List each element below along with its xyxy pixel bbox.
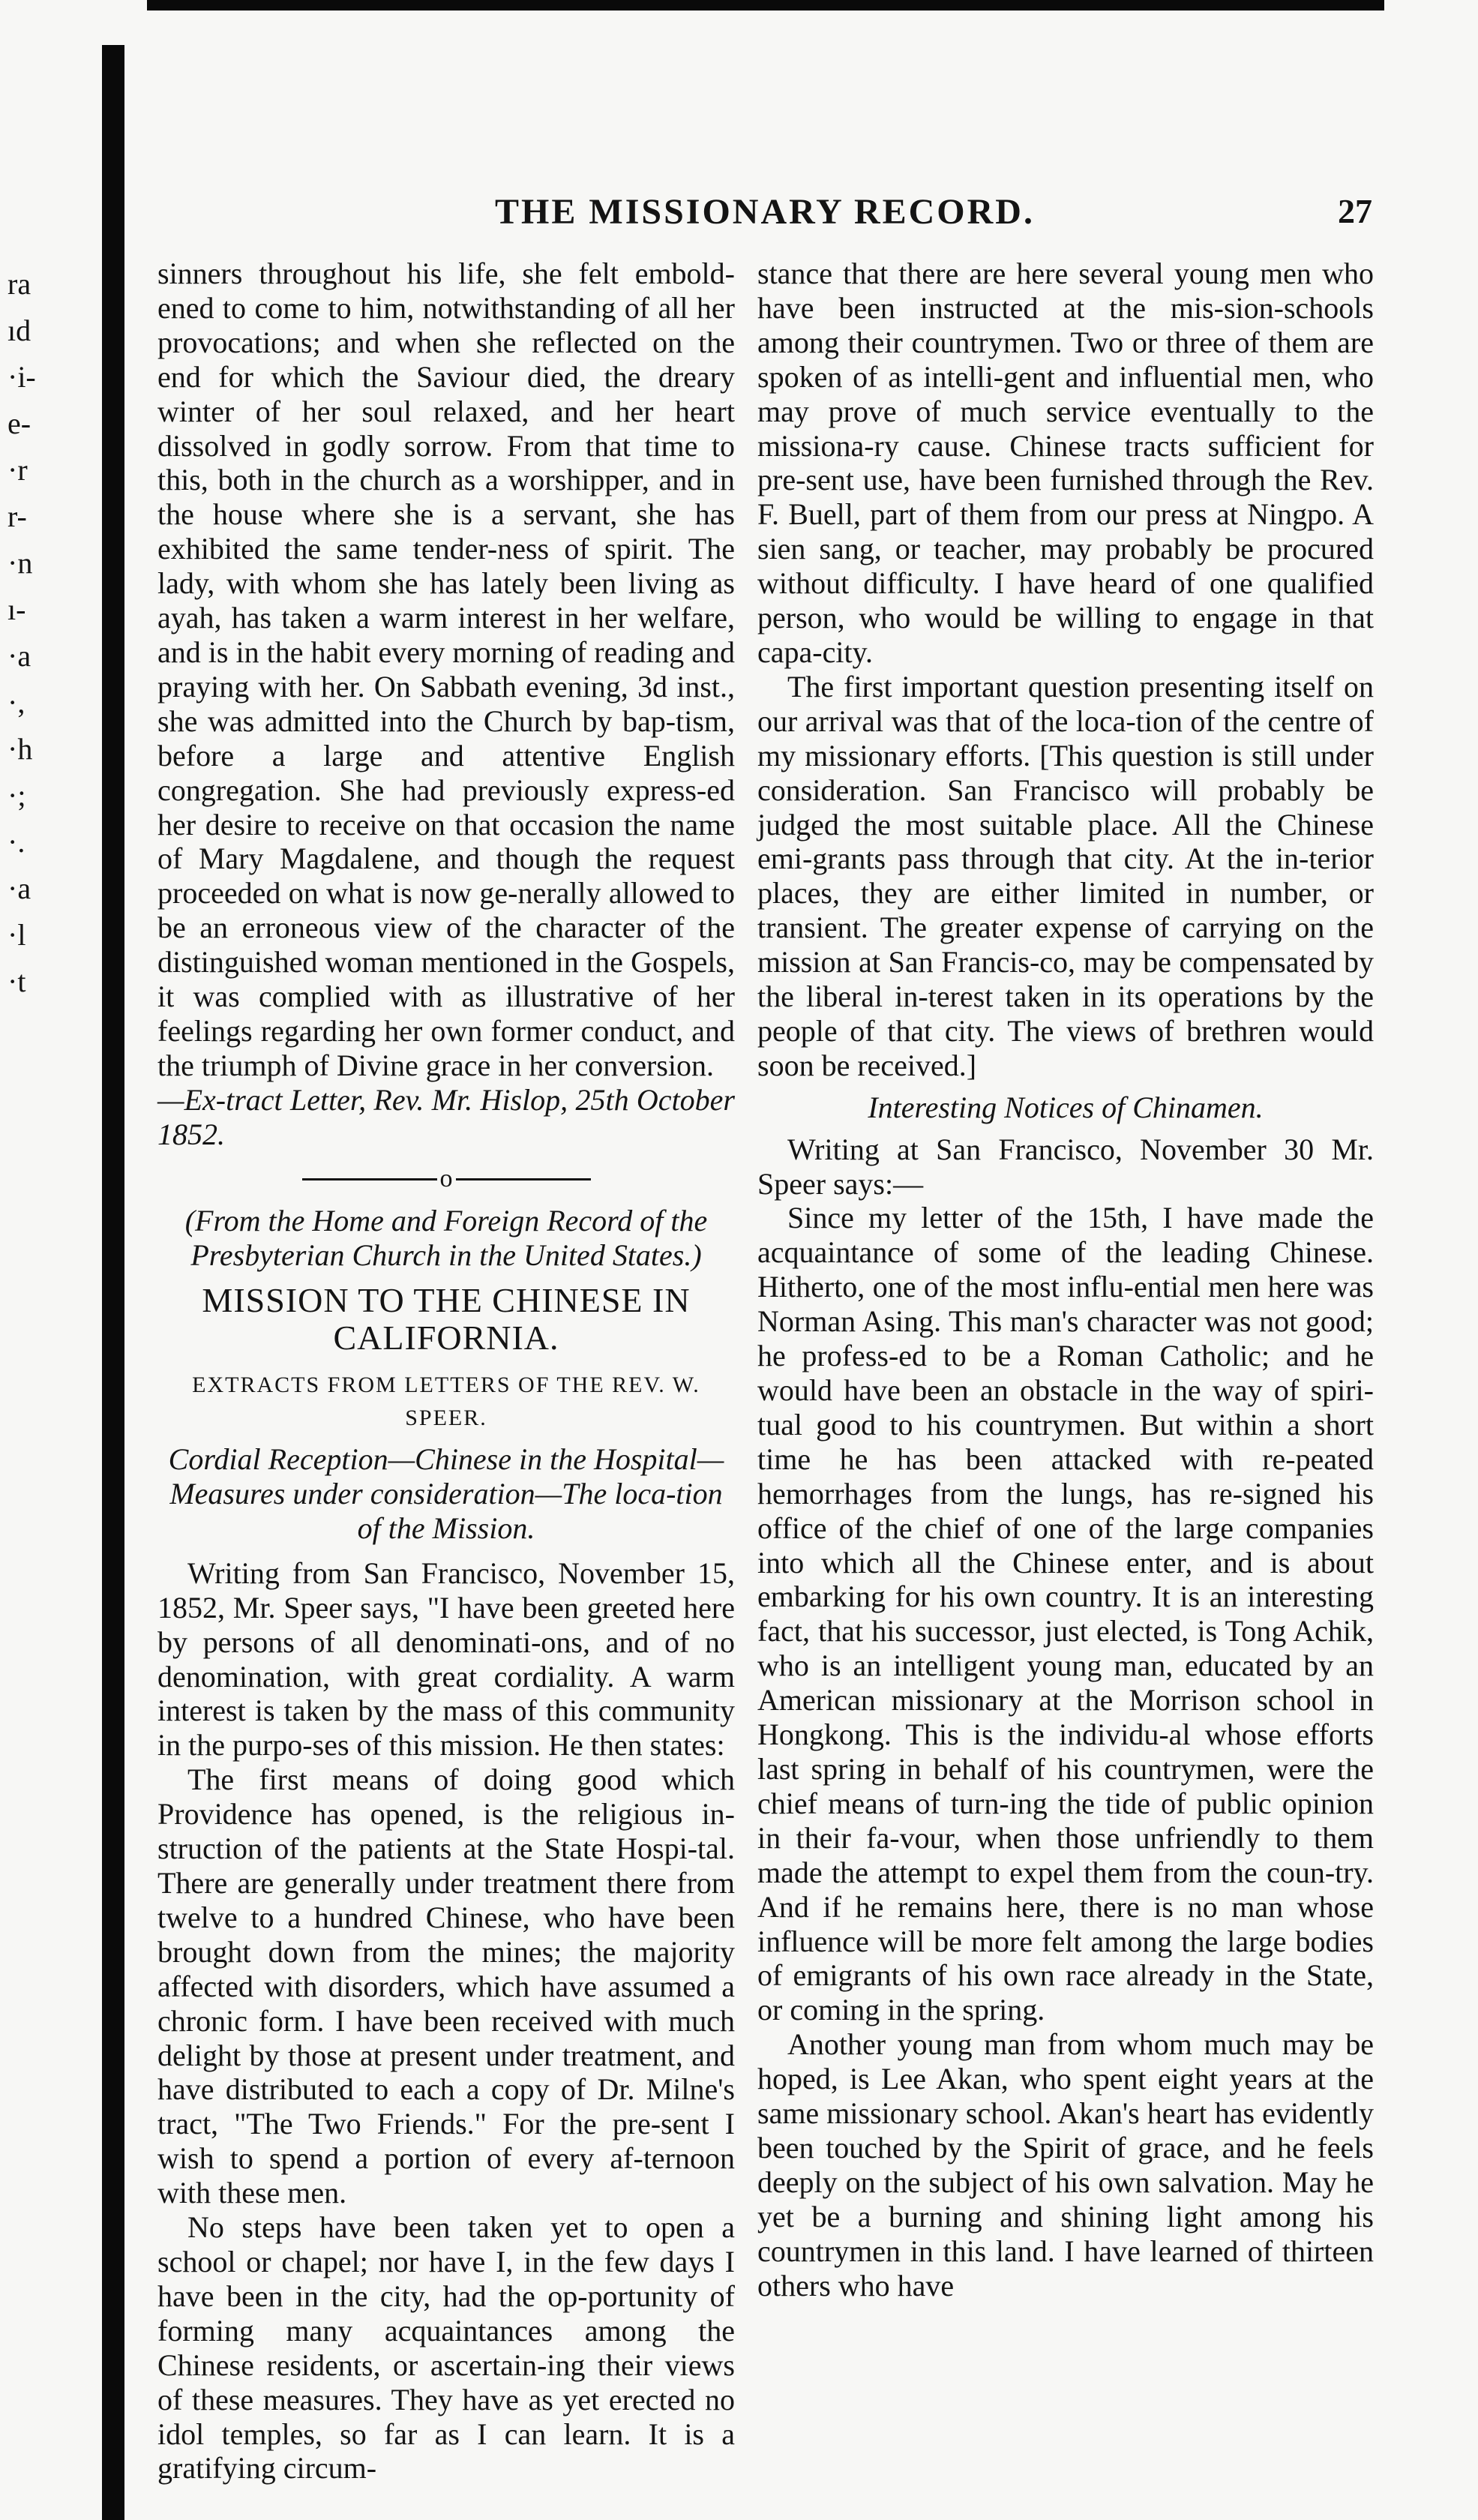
section-divider: o [157, 1160, 735, 1197]
fragment: ·a [7, 872, 31, 905]
article-summary: Cordial Reception—Chinese in the Hospital—Measures under consideration—The loca-tion of the Mission. [168, 1442, 724, 1545]
paragraph: Since my letter of the 15th, I have made the acquaintance of some of the leading Chinese. Hitherto, one of the most influ-ential men here was Norman Asing. This man's character was not good; he profess-ed to be a Roman Catholic; and he would have been an obstacle in the way of spiri-tual good to his countrymen. But within a short time he has been attacked with re-peated hemorrhages from the lungs, has re-signed his office of the chief of one of the large companies into which all the Chinese enter, and is about embarking for his own country. It is an interesting fact, that his successor, just elected, is Tong Achik, who is an intelligent young man, educated by an American missionary at the Morrison school in Hongkong. This is the individu-al whose efforts last spring in behalf of his countrymen, were the chief means of turn-ing the tide of public opinion in their fa-vour, when those unfriendly to them made the attempt to expel them from the coun-try. And if he remains here, there is no man whose influence will be more felt among the large bodies of emigrants of his own race already in the State, or coming in the spring. [757, 1201, 1374, 2027]
letter-signoff: —Ex-tract Letter, Rev. Mr. Hislop, 25th October 1852. [157, 1082, 735, 1151]
paragraph: The first means of doing good which Providence has opened, is the religious in-struction of the patients at the State Hospi-tal. There are generally under treatment there from twelve to a hundred Chinese, who have been brought down from the mines; the majority affected with disorders, which have assumed a chronic form. I have been received with much delight by those at present under treatment, and have distributed to each a copy of Dr. Milne's tract, "The Two Friends." For the pre-sent I wish to spend a portion of every af-ternoon with these men. [157, 1762, 735, 2210]
fragment: ·; [7, 778, 26, 812]
fragment: ·r [7, 453, 28, 487]
fragment: e- [7, 406, 31, 440]
column-right [757, 256, 1374, 2302]
column-left [157, 256, 735, 2486]
fragment: ı- [7, 592, 26, 626]
fragment: ·, [7, 686, 25, 719]
fragment: ra [7, 267, 31, 301]
paragraph: sinners throughout his life, she felt embold-ened to come to him, notwithstanding of all her provocations; and when she reflected on the end for which the Saviour died, the dreary winter of her soul relaxed, and her heart dissolved in godly sorrow. From that time to this, both in the church as a worshipper, and in the house where she is a servant, she has exhibited the same tender-ness of spirit. The lady, with whom she has lately been living as ayah, has taken a warm interest in her welfare, and is in the habit every morning of reading and praying with her. On Sabbath evening, 3d inst., she was admitted into the Church by bap-tism, before a large and attentive English congregation. She had previously express-ed her desire to receive on that occasion the name of Mary Magdalene, and though the request proceeded on what is now ge-nerally allowed to be an erroneous view of the character of the distinguished woman mentioned in the Gospels, it was complied with as illustrative of her feelings regarding her own former conduct, and the triumph of Divine grace in her conversion. [157, 256, 735, 1082]
fragment: ıd [7, 314, 31, 347]
paragraph: The first important question presenting itself on our arrival was that of the loca-tion of the centre of my missionary efforts. [This question is still under consideration. San Francisco will probably be judged the most suitable place. All the Chinese emi-grants pass through that city. At the in-terior places, they are either limited in number, or transient. The greater expense of carrying on the mission at San Francis-co, may be compensated by the liberal in-terest taken in its operations by the people of that city. The views of brethren would soon be received.] [757, 669, 1374, 1082]
paragraph: stance that there are here several young men who have been instructed at the mis-sion-schools among their countrymen. Two or three of them are spoken of as intelli-gent and influential men, who may prove of much service eventually to the missiona-ry cause. Chinese tracts sufficient for pre-sent use, have been furnished through the Rev. F. Buell, part of them from our press at Ningpo. A sien sang, or teacher, may probably be procured without difficulty. I have heard of one qualified person, who would be willing to engage in that capa-city. [757, 256, 1374, 669]
paragraph: Writing at San Francisco, November 30 Mr. Speer says:— [757, 1132, 1374, 1201]
top-border-rule [147, 0, 1384, 10]
source-note: (From the Home and Foreign Record of the Presbyterian Church in the United States.) [184, 1204, 708, 1273]
fragment: ·a [7, 639, 31, 673]
article-subhead: EXTRACTS FROM LETTERS OF THE REV. W. SPEER. [192, 1372, 700, 1431]
section-subheading: Interesting Notices of Chinamen. [868, 1090, 1264, 1124]
fragment: r- [7, 500, 27, 533]
fragment: ·i- [7, 360, 36, 394]
page-number: 27 [1338, 192, 1372, 230]
article-headline: MISSION TO THE CHINESE IN CALIFORNIA. [202, 1281, 691, 1358]
page-header [150, 191, 1380, 236]
left-margin-fragments [7, 261, 42, 1005]
paragraph: No steps have been taken yet to open a school or chapel; nor have I, in the few days I have been in the city, had the op-portunity of forming many acquaintances among the Chinese residents, or ascertain-ing their views of these measures. They have as yet erected no idol temples, so far as I can learn. It is a gratifying circum- [157, 2210, 735, 2486]
fragment: ·. [7, 825, 25, 859]
paragraph: Another young man from whom much may be hoped, is Lee Akan, who spent eight years at the same missionary school. Akan's heart has evidently been touched by the Spirit of grace, and he feels deeply on the subject of his own salvation. May he yet be a burning and shining light among his countrymen in this land. I have learned of thirteen others who have [757, 2027, 1374, 2302]
running-title: THE MISSIONARY RECORD. [495, 192, 1035, 232]
fragment: ·l [7, 918, 26, 952]
fragment: ·h [7, 732, 33, 766]
paragraph: Writing from San Francisco, November 15, 1852, Mr. Speer says, "I have been greeted here by persons of all denominati-ons, and of no denomination, with great cordiality. A warm interest is taken by the mass of this community in the purpo-ses of this mission. He then states: [157, 1556, 735, 1762]
fragment: ·n [7, 546, 33, 580]
binding-gutter-bar [102, 45, 124, 2520]
fragment: ·t [7, 964, 26, 998]
